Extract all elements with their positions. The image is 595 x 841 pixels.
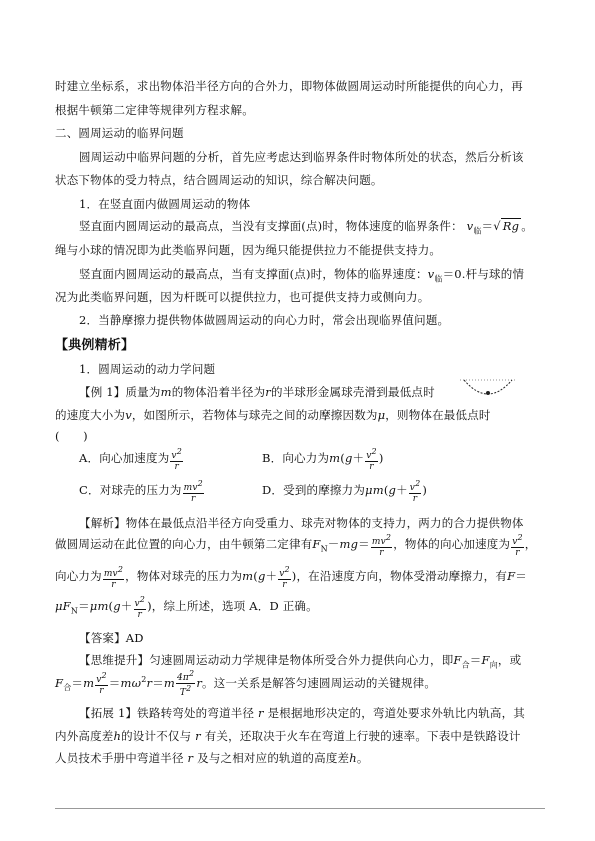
text-span: 【思维提升】匀速圆周运动动力学规律是物体所受合外力提供向心力，即 — [79, 653, 454, 667]
analysis-line: 做圆周运动在此位置的向心力，由牛顿第二定律有$F_N-mg=$ $\frac{mv^2}{r}$ ，物体的向心加速度为 $\frac{v^2}{r}$ ， — [55, 532, 537, 558]
option-b: B．向心力为m(g＋ $\frac{v^2}{r}$ ) — [262, 446, 384, 472]
text-line: 状态下物体的受力特点，结合圆周运动的知识，综合解决问题。 — [55, 173, 383, 187]
text-span: ，如图所示，若物体与球壳之间的动摩擦因数为 — [131, 408, 378, 422]
text-span: 向心力为 — [55, 569, 102, 583]
text-span: 做圆周运动在此位置的向心力，由牛顿第二定律有 — [55, 537, 313, 551]
text-span: 。这一关系是解答匀速圆周运动的关键规律。 — [202, 675, 437, 690]
text-span: C．对球壳的压力为 — [79, 483, 182, 497]
list-item: 2．当静摩擦力提供物体做圆周运动的向心力时，常会出现临界值问题。 — [79, 313, 450, 327]
formula-var: μ — [377, 408, 386, 422]
text-span: B．向心力为 — [262, 451, 330, 465]
text-span: 的设计不仅与 — [121, 729, 192, 743]
section-heading: 二、圆周运动的临界问题 — [55, 126, 184, 140]
summary-line: 【思维提升】匀速圆周运动动力学规律是物体所受合外力提供向心力，即$F_合=F_向$，或 — [79, 653, 522, 670]
formula-var: v — [427, 267, 435, 281]
hemisphere-figure — [458, 376, 518, 398]
formula-sqrt: Rg — [502, 219, 520, 233]
text-span: 的半球形金属球壳滑到最低点时 — [271, 385, 435, 399]
answer-bracket: ( ) — [55, 429, 88, 443]
text-line: 时建立坐标系，求出物体沿半径方向的合外力，即物体做圆周运动时所能提供的向心力，再 — [55, 79, 523, 93]
text-span: ，物体对球壳的压力为 — [125, 569, 243, 583]
text-span: 的速度大小为 — [55, 408, 126, 422]
text-span: 及与之相对应的轨道的高度差 — [197, 751, 350, 765]
sub-heading: 1．圆周运动的动力学问题 — [79, 362, 216, 376]
text-span: 【例 1】质量为 — [79, 385, 161, 399]
text-span: 人员技术手册中弯道半径 — [55, 751, 184, 765]
text-span: ，综上所述，选项 A．D 正确。 — [151, 599, 318, 613]
formula-eq: ＝ — [481, 219, 494, 233]
formula-var: v — [466, 219, 474, 233]
formula-sub: 临 — [473, 226, 482, 236]
text-span: ，或 — [497, 653, 522, 667]
formula-var: v — [125, 408, 132, 422]
extension-line: 内外高度差h的设计不仅与 r 有关，还取决于火车在弯道上行驶的速率。下表中是铁路设计 — [55, 729, 521, 743]
text-line: 绳与小球的情况即为此类临界问题，因为绳只能提供拉力不能提供支持力。 — [55, 243, 442, 257]
text-span: 。 — [356, 751, 369, 765]
formula-sub: 临 — [434, 274, 443, 284]
text-span: 的物体沿着半径为 — [171, 385, 266, 399]
formula-var: m — [160, 385, 172, 399]
extension-line: 人员技术手册中弯道半径 r 及与之相对应的轨道的高度差h。 — [55, 751, 369, 765]
text-span: 内外高度差 — [55, 729, 114, 743]
option-c: C．对球壳的压力为 $\frac{mv^2}{r}$ — [79, 478, 203, 504]
summary-line: $F_合=m$ $\frac{v^2}{r}$ $=m\omega^2r=m$ $\frac{4\pi^2}{T^2}$ r。这一关系是解答匀速圆周运动的关键规律。 — [55, 669, 437, 699]
analysis-line: 向心力为 $\frac{mv^2}{r}$ ，物体对球壳的压力为m(g＋ $\frac{v^2}{r}$ )，在沿速度方向，物体受滑动摩擦力，有F＝ — [55, 564, 527, 590]
analysis-line: 【解析】物体在最低点沿半径方向受重力、球壳对物体的支持力，两力的合力提供物体 — [79, 516, 524, 530]
text-line — [55, 407, 491, 423]
text-span: ＝0.杆与球的情 — [442, 267, 525, 281]
extension-line: 【拓展 1】铁路转弯处的弯道半径 r 是根据地形决定的，弯道处要求外轨比内轨高，其 — [79, 706, 525, 720]
text-span: ，物体的向心加速度为 — [393, 537, 511, 551]
analysis-line: $\mu F_N=\mu m(g+$ $\frac{v^2}{r}$ )，综上所述，选项 A．D 正确。 — [55, 594, 318, 620]
answer-line: 【答案】AD — [79, 631, 144, 645]
option-d: D．受到的摩擦力为μm(g＋ $\frac{v^2}{r}$ ) — [262, 478, 428, 504]
text-span: 竖直面内圆周运动的最高点，当有支撑面(点)时，物体的临界速度： — [79, 267, 428, 281]
text-span: ，则物体在最低点时 — [385, 408, 491, 422]
text-span: ，在沿速度方向，物体受滑动摩擦力，有 — [296, 569, 508, 583]
text-line: 圆周运动中临界问题的分析，首先应考虑达到临界条件时物体所处的状态，然后分析该 — [79, 150, 524, 164]
text-line — [79, 384, 435, 400]
text-line: 况为此类临界问题，因为杆既可以提供拉力，也可提供支持力或侧向力。 — [55, 290, 430, 304]
text-line: 竖直面内圆周运动的最高点，当没有支撑面(点)时，物体速度的临界条件： $v_临=√$ Rg 。 — [79, 219, 533, 236]
text-span: D．受到的摩擦力为 — [262, 483, 366, 497]
text-line: 根据牛顿第二定律等规律列方程求解。 — [55, 103, 254, 117]
list-item: 1．在竖直面内做圆周运动的物体 — [79, 197, 251, 211]
formula-var: r — [265, 385, 271, 399]
text-span: 竖直面内圆周运动的最高点，当没有支撑面(点)时，物体速度的临界条件： — [79, 219, 463, 233]
text-span: 【拓展 1】铁路转弯处的弯道半径 — [79, 706, 255, 720]
text-span: A．向心加速度为 — [79, 451, 170, 465]
text-line — [79, 266, 524, 284]
text-span: 是根据地形决定的，弯道处要求外轨比内轨高，其 — [267, 706, 525, 720]
text-span: 。 — [521, 219, 533, 233]
footer-rule — [55, 808, 545, 809]
section-heading: 【典例精析】 — [55, 338, 135, 353]
text-span: 有关，还取决于火车在弯道上行驶的速率。下表中是铁路设计 — [204, 729, 521, 743]
option-a: A．向心加速度为 $\frac{v^2}{r}$ — [79, 446, 182, 472]
